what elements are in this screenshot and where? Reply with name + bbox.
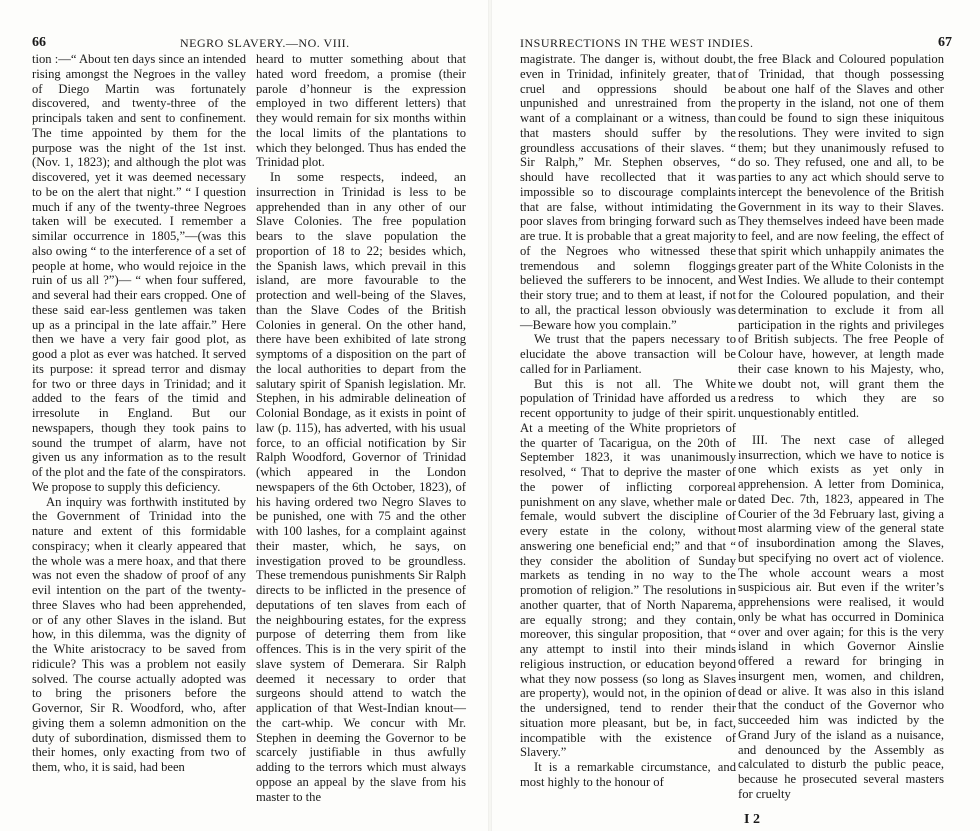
right-column-2 [738,52,944,802]
paragraph: But this is not all. The White population of Trinidad have afforded us a recent opportunity to judge of their spirit. At a meeting of the White proprietors of the quarter of Tacarigua, on the 20th of September 1823, it was unanimously resolved, “ That to deprive the master of the power of inflicting corporeal punishment on any slave, whether male or female, would subvert the discipline of every estate in the colony, without answering one beneficial end;” and that “ they consider the abolition of Sunday markets as tending in no way to the promotion of religion.” The resolutions in another quarter, that of North Naparema, are equally strong; and they contain, moreover, this singular proposition, that “ any attempt to instil into their minds religious instruction, or education beyond what they now possess (so long as Slaves are property), would not, in the opinion of the undersigned, tend to render their situation more pleasant, but be, in fact, incompatible with the existence of Slavery.” [520,376,736,760]
paragraph: An inquiry was forthwith instituted by the Government of Trinidad into the nature and extent of this formidable conspiracy; when it clearly appeared that the whole was a mere hoax, and that there was not even the shadow of proof of any evil intention on the part of the twenty-three Slaves who had been apprehended, or of any other Slaves in the island. But how, in this dilemma, was the dignity of the White aristocracy to be saved from ridicule? This was a problem not easily solved. The course actually adopted was to bring the prisoners before the Governor, Sir R. Woodford, who, after giving them a solemn admonition on the duty of subordination, dismissed them to their homes, only exacting from two of them, who, it is said, had been [32,494,246,774]
paragraph: tion :—“ About ten days since an intended rising amongst the Negroes in the valley of Diego Martin was fortunately discovered, and twenty-three of the principals taken and sent to confinement. The time appointed by them for the purpose was the night of the 1st inst. (Nov. 1, 1823); and although the plot was discovered, yet it was deemed necessary to be on the alert that night.” “ I question much if any of the twenty-three Negroes taken will be executed. I remember a similar occurrence in 1805,”—(was this also owing “ to the interference of a set of people at home, who would rejoice in the ruin of us all ?”)— “ when four suffered, and several had their ears cropped. One of these said ear-less gentlemen was taken up as a principal in the late affair.” Here then we have a very fair good plot, as good a plot as ever was hatched. It served its purpose: it spread terror and dismay for two or three days in Trinidad; and it added to the fears of the timid and irresolute in England. But our newspapers, though they took pains to sound the trumpet of alarm, have not given us any information as to the result of the plot and the fate of the conspirators. We propose to supply this deficiency. [32,52,246,494]
paragraph: We trust that the papers necessary to elucidate the above transaction will be called for in Parliament. [520,332,736,376]
left-column-1 [32,52,246,775]
page-number-right: 67 [938,35,952,50]
left-column-2 [256,52,466,804]
paragraph: It is a remarkable circumstance, and most highly to the honour of [520,760,736,789]
page-number-left: 66 [32,35,46,50]
signature-mark: I 2 [744,812,760,827]
paragraph: heard to mutter something about that hated word freedom, a promise (their parole d’honneur is the expression employed in two different letters) that they would remain for six months within the local limits of the plantations to which they belonged. Thus has ended the Trinidad plot. [256,52,466,170]
paragraph: magistrate. The danger is, without doubt, even in Trinidad, infinitely greater, that cruel and oppressions should be unpunished and unrestrained from the want of a complainant or a witness, than that masters should suffer by the groundless accusations of their slaves. “ Sir Ralph,” Mr. Stephen observes, “ should have recollected that it was impossible so to discourage complaints that are false, without intimidating the poor slaves from bringing forward such as are true. It is probable that a great majority of the Negroes who witnessed these tremendous and solemn floggings believed the sufferers to be innocent, and their story true; and to them at least, if not to all, the practical lesson obviously was—Beware how you complain.” [520,52,736,332]
paragraph: III. The next case of alleged insurrection, which we have to notice is one which exists as yet only in apprehension. A letter from Dominica, dated Dec. 7th, 1823, appeared in The Courier of the 3d February last, giving a most alarming view of the general state of insubordination among the Slaves, but specifying no overt act of violence. The whole account wears a most suspicious air. But even if the writer’s apprehensions were realised, it would only be what has occurred in Dominica over and over again; for this is the very island in which Governor Ainslie offered a reward for bringing in insurgent men, women, and children, dead or alive. It was also in this island that the conduct of the Governor who succeeded him was indicted by the Grand Jury of the island as a nuisance, and denounced by the Assembly as calculated to disturb the public peace, because he prosecuted several masters for cruelty [738,432,944,801]
paragraph: In some respects, indeed, an insurrection in Trinidad is less to be apprehended than in any other of our Slave Colonies. The free population bears to the slave population the proportion of 18 to 22; besides which, the Spanish laws, which prevail in this island, are more favourable to the protection and well-being of the Slaves, than the Slave Codes of the British Colonies in general. On the other hand, there have been exhibited of late strong symptoms of a disposition on the part of the local authorities to depart from the salutary spirit of Spanish legislation. Mr. Stephen, in his admirable delineation of Colonial Bondage, as it exists in point of law (p. 115), has adverted, with his usual force, to an official notification by Sir Ralph Woodford, Governor of Trinidad (which appeared in the London newspapers of the 6th October, 1823), of his having ordered two Negro Slaves to be punished, one with 75 and the other with 100 lashes, for a complaint against their master, which, he says, on investigation proved to be groundless. These tremendous punishments Sir Ralph directs to be inflicted in the presence of deputations of ten slaves from each of the neighbouring estates, for the express purpose of deterring them from like offences. This is in the very spirit of the slave system of Demerara. Sir Ralph deemed it necessary to order that surgeons should attend to watch the application of that West-Indian knout—the cart-whip. We concur with Mr. Stephen in deeming the Governor to be scarcely justifiable in thus awfully adding to the terrors which must always oppose an appeal by the slave from his master to the [256,170,466,804]
paragraph: the free Black and Coloured population of Trinidad, that though possessing about one half of the Slaves and other property in the island, not one of them could be found to sign these iniquitous resolutions. They were invited to sign them; but they unanimously refused to do so. They refused, one and all, to be parties to any act which should serve to intercept the benevolence of the British Government in its way to their Slaves. They themselves indeed have been made to feel, and are now feeling, the effect of that spirit which unhappily animates the greater part of the White Colonists in the West Indies. We allude to their contempt for the Coloured population, and their determination to exclude it from all participation in the rights and privileges of British subjects. The free People of Colour have, however, at length made their case known to his Majesty, who, we doubt not, will grant them the redress to which they are so unquestionably entitled. [738,52,944,420]
running-head-right: INSURRECTIONS IN THE WEST INDIES. [520,36,754,50]
right-column-1 [520,52,736,790]
running-head-left: NEGRO SLAVERY.—NO. VIII. [180,36,350,50]
right-page [490,0,980,831]
